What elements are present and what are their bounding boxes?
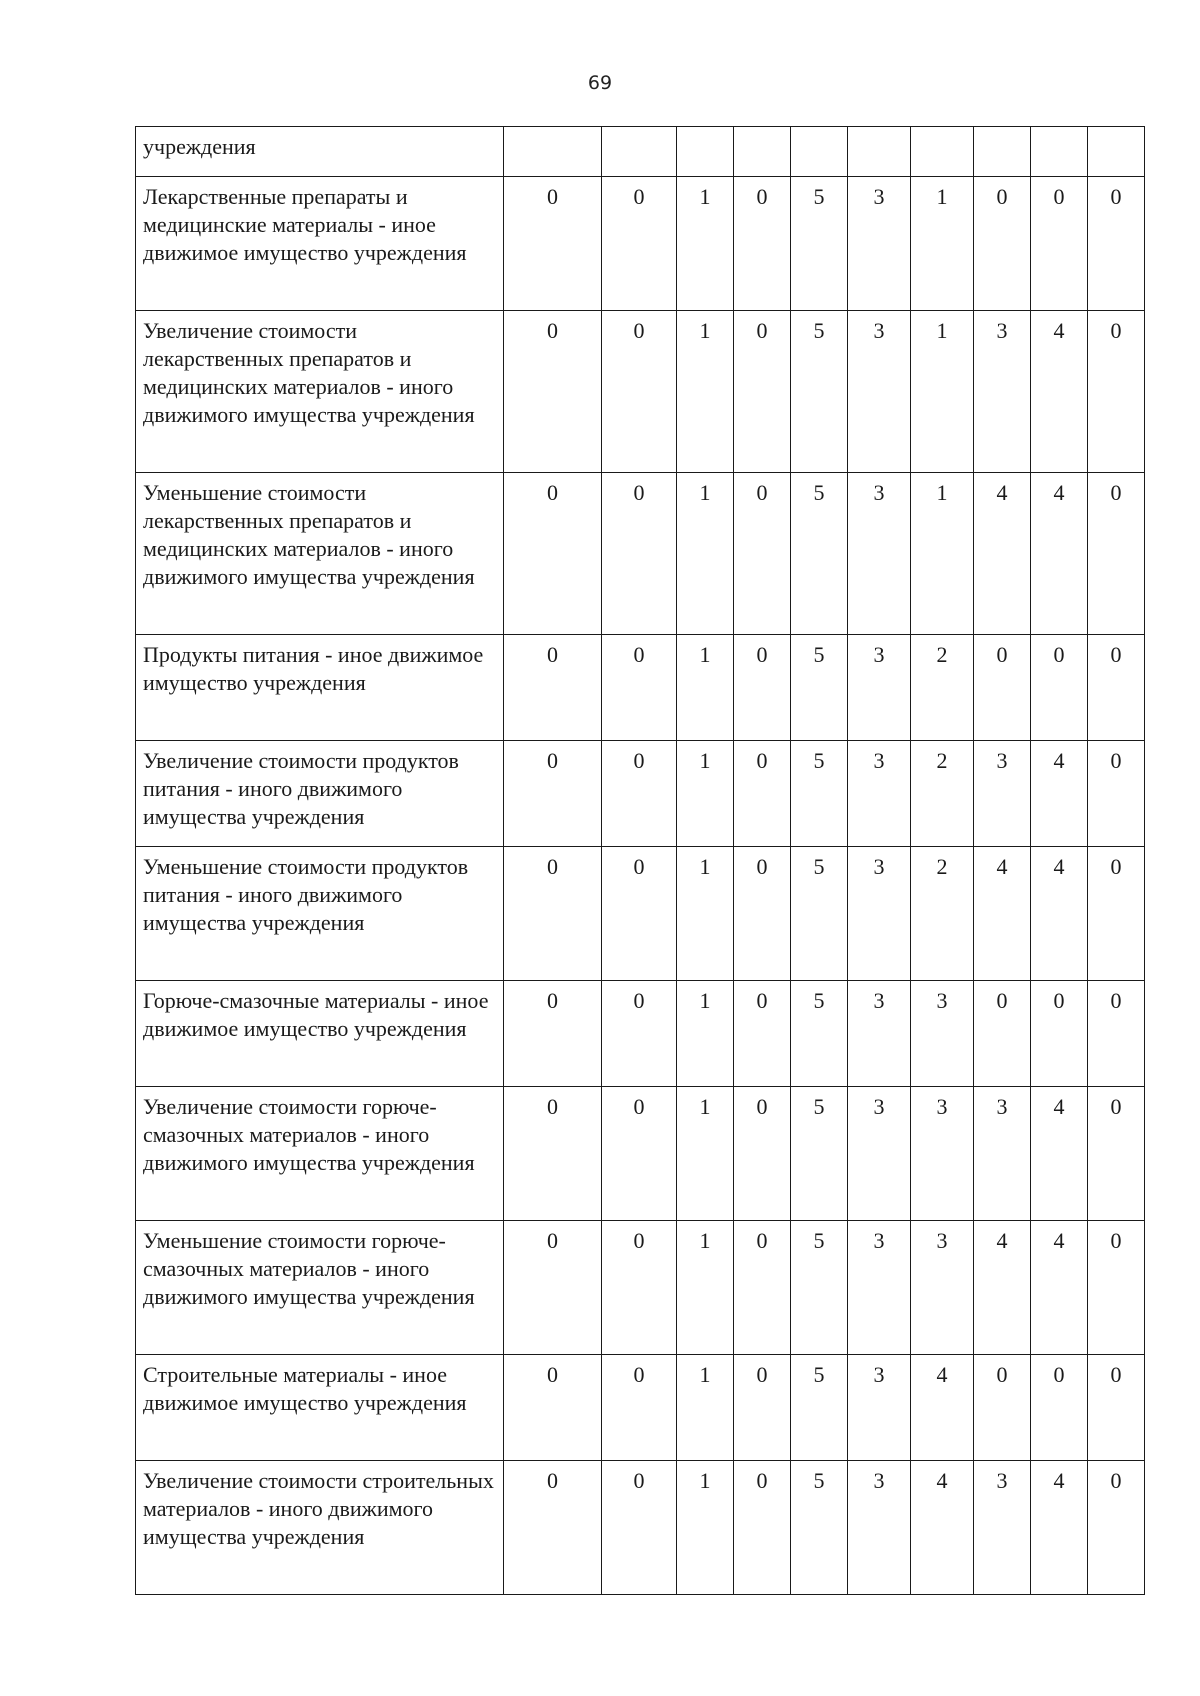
code-digit-cell (677, 127, 734, 177)
code-digit-cell: 1 (677, 1087, 734, 1221)
table-row (136, 1087, 1145, 1221)
code-digit-cell: 3 (911, 1221, 974, 1355)
code-digit-cell: 0 (734, 981, 791, 1087)
code-digit-cell: 0 (1088, 1221, 1145, 1355)
row-label-cell: Уменьшение стоимости продуктов питания - иного движимого имущества учреждения (136, 847, 504, 981)
code-digit-cell: 3 (848, 635, 911, 741)
table-row (136, 847, 1145, 981)
code-digit-cell: 1 (677, 847, 734, 981)
code-digit-cell: 4 (1031, 1221, 1088, 1355)
code-digit-cell: 5 (791, 311, 848, 473)
code-digit-cell: 2 (911, 847, 974, 981)
code-digit-cell: 0 (602, 311, 677, 473)
table-row (136, 177, 1145, 311)
code-digit-cell: 0 (1031, 177, 1088, 311)
code-digit-cell: 0 (504, 1221, 602, 1355)
code-digit-cell: 0 (504, 1355, 602, 1461)
code-digit-cell: 0 (602, 1221, 677, 1355)
code-digit-cell: 3 (848, 473, 911, 635)
code-digit-cell: 0 (602, 741, 677, 847)
code-digit-cell: 0 (734, 311, 791, 473)
code-digit-cell (734, 127, 791, 177)
code-digit-cell: 0 (974, 1355, 1031, 1461)
code-digit-cell: 5 (791, 981, 848, 1087)
code-digit-cell: 0 (602, 847, 677, 981)
row-label-cell: Лекарственные препараты и медицинские материалы - иное движимое имущество учреждения (136, 177, 504, 311)
code-digit-cell: 0 (734, 741, 791, 847)
code-digit-cell: 0 (504, 1461, 602, 1595)
code-digit-cell: 0 (504, 741, 602, 847)
code-digit-cell: 3 (848, 1461, 911, 1595)
code-digit-cell: 0 (974, 177, 1031, 311)
table-row (136, 1221, 1145, 1355)
code-digit-cell: 0 (974, 981, 1031, 1087)
code-digit-cell: 3 (848, 311, 911, 473)
code-digit-cell: 5 (791, 1221, 848, 1355)
table-row (136, 741, 1145, 847)
row-label-cell: Горюче-смазочные материалы - иное движимое имущество учреждения (136, 981, 504, 1087)
code-digit-cell: 4 (1031, 473, 1088, 635)
table-row (136, 981, 1145, 1087)
code-digit-cell: 4 (1031, 1087, 1088, 1221)
code-digit-cell: 0 (504, 177, 602, 311)
code-digit-cell: 0 (602, 1087, 677, 1221)
row-label-cell: Увеличение стоимости горюче-смазочных материалов - иного движимого имущества учреждения (136, 1087, 504, 1221)
code-digit-cell: 0 (1088, 847, 1145, 981)
code-digit-cell: 1 (677, 311, 734, 473)
code-digit-cell: 3 (974, 311, 1031, 473)
code-digit-cell: 1 (677, 1461, 734, 1595)
code-digit-cell: 1 (677, 177, 734, 311)
code-digit-cell: 0 (1088, 311, 1145, 473)
code-digit-cell: 0 (734, 177, 791, 311)
row-label-cell: Уменьшение стоимости лекарственных препаратов и медицинских материалов - иного движимого имущества учреждения (136, 473, 504, 635)
code-digit-cell: 1 (911, 177, 974, 311)
code-digit-cell: 2 (911, 635, 974, 741)
code-digit-cell: 0 (1088, 1355, 1145, 1461)
code-digit-cell: 0 (504, 311, 602, 473)
code-digit-cell: 3 (911, 1087, 974, 1221)
code-digit-cell: 3 (974, 741, 1031, 847)
code-digit-cell: 0 (504, 635, 602, 741)
code-digit-cell (911, 127, 974, 177)
row-label-cell: Продукты питания - иное движимое имущество учреждения (136, 635, 504, 741)
code-digit-cell: 0 (504, 981, 602, 1087)
row-label-cell: Увеличение стоимости лекарственных препаратов и медицинских материалов - иного движимого имущества учреждения (136, 311, 504, 473)
code-digit-cell: 0 (1088, 1087, 1145, 1221)
code-digit-cell: 1 (677, 741, 734, 847)
code-digit-cell: 0 (734, 635, 791, 741)
code-digit-cell: 3 (911, 981, 974, 1087)
code-digit-cell: 0 (1031, 635, 1088, 741)
code-digit-cell: 1 (677, 1221, 734, 1355)
code-digit-cell: 0 (504, 1087, 602, 1221)
code-digit-cell: 0 (734, 473, 791, 635)
code-digit-cell: 3 (848, 1087, 911, 1221)
row-label-cell: Увеличение стоимости строительных материалов - иного движимого имущества учреждения (136, 1461, 504, 1595)
code-digit-cell: 5 (791, 473, 848, 635)
code-digit-cell: 3 (848, 1221, 911, 1355)
code-digit-cell (602, 127, 677, 177)
code-digit-cell: 1 (677, 635, 734, 741)
code-digit-cell: 0 (1088, 635, 1145, 741)
code-digit-cell: 0 (602, 1461, 677, 1595)
table-row (136, 1461, 1145, 1595)
code-digit-cell: 5 (791, 1461, 848, 1595)
code-digit-cell (791, 127, 848, 177)
code-digit-cell: 4 (974, 473, 1031, 635)
code-digit-cell (504, 127, 602, 177)
code-digit-cell: 0 (602, 177, 677, 311)
code-digit-cell: 0 (974, 635, 1031, 741)
code-digit-cell: 1 (677, 1355, 734, 1461)
code-digit-cell: 3 (848, 177, 911, 311)
code-digit-cell: 0 (602, 1355, 677, 1461)
code-digit-cell: 3 (848, 741, 911, 847)
code-digit-cell (1088, 127, 1145, 177)
code-digit-cell: 0 (504, 847, 602, 981)
code-digit-cell: 0 (734, 847, 791, 981)
code-digit-cell: 0 (1031, 1355, 1088, 1461)
code-digit-cell: 0 (734, 1221, 791, 1355)
code-digit-cell: 1 (677, 473, 734, 635)
code-digit-cell: 0 (734, 1461, 791, 1595)
code-digit-cell: 3 (974, 1461, 1031, 1595)
code-digit-cell: 2 (911, 741, 974, 847)
table-row (136, 635, 1145, 741)
code-digit-cell: 0 (1088, 177, 1145, 311)
account-codes-table (135, 126, 1145, 1595)
code-digit-cell: 5 (791, 177, 848, 311)
code-digit-cell: 1 (911, 473, 974, 635)
code-digit-cell: 3 (848, 1355, 911, 1461)
code-digit-cell: 4 (911, 1461, 974, 1595)
table-row (136, 311, 1145, 473)
code-digit-cell: 1 (677, 981, 734, 1087)
code-digit-cell: 0 (504, 473, 602, 635)
page-number: 69 (587, 72, 613, 94)
code-digit-cell: 4 (1031, 741, 1088, 847)
code-digit-cell: 0 (1088, 981, 1145, 1087)
row-label-cell: учреждения (136, 127, 504, 177)
code-digit-cell: 5 (791, 1355, 848, 1461)
code-digit-cell: 5 (791, 635, 848, 741)
code-digit-cell: 0 (734, 1355, 791, 1461)
table-row (136, 127, 1145, 177)
code-digit-cell: 0 (602, 981, 677, 1087)
code-digit-cell: 3 (848, 847, 911, 981)
table-row (136, 1355, 1145, 1461)
code-digit-cell: 0 (734, 1087, 791, 1221)
code-digit-cell: 5 (791, 847, 848, 981)
code-digit-cell (974, 127, 1031, 177)
code-digit-cell: 0 (1088, 1461, 1145, 1595)
row-label-cell: Строительные материалы - иное движимое имущество учреждения (136, 1355, 504, 1461)
code-digit-cell: 0 (602, 473, 677, 635)
code-digit-cell (1031, 127, 1088, 177)
table-row (136, 473, 1145, 635)
code-digit-cell: 5 (791, 741, 848, 847)
code-digit-cell: 4 (911, 1355, 974, 1461)
code-digit-cell: 4 (974, 1221, 1031, 1355)
code-digit-cell (848, 127, 911, 177)
code-digit-cell: 4 (1031, 847, 1088, 981)
row-label-cell: Увеличение стоимости продуктов питания - иного движимого имущества учреждения (136, 741, 504, 847)
code-digit-cell: 1 (911, 311, 974, 473)
code-digit-cell: 4 (1031, 1461, 1088, 1595)
code-digit-cell: 0 (1088, 741, 1145, 847)
code-digit-cell: 4 (1031, 311, 1088, 473)
code-digit-cell: 0 (1088, 473, 1145, 635)
code-digit-cell: 0 (602, 635, 677, 741)
code-digit-cell: 0 (1031, 981, 1088, 1087)
table-body (136, 127, 1145, 1595)
code-digit-cell: 3 (974, 1087, 1031, 1221)
row-label-cell: Уменьшение стоимости горюче-смазочных материалов - иного движимого имущества учреждения (136, 1221, 504, 1355)
code-digit-cell: 3 (848, 981, 911, 1087)
code-digit-cell: 4 (974, 847, 1031, 981)
code-digit-cell: 5 (791, 1087, 848, 1221)
